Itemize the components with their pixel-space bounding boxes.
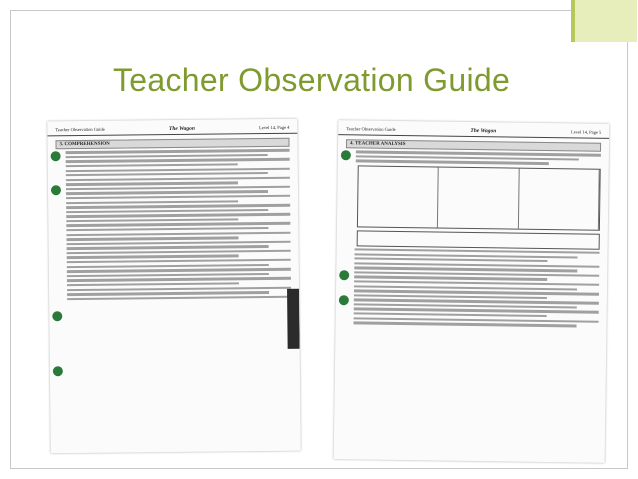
text-box — [357, 230, 600, 249]
text-line — [66, 154, 268, 159]
text-line — [66, 195, 290, 200]
step-number-icon — [53, 366, 63, 376]
text-line — [67, 255, 239, 259]
text-line — [67, 282, 239, 286]
text-line — [67, 245, 269, 250]
header-right: Level 14, Page 5 — [570, 129, 602, 135]
text-line — [66, 182, 238, 186]
page-side-tab — [287, 289, 300, 349]
text-line — [66, 209, 268, 214]
text-line — [67, 291, 269, 296]
decorative-stripe — [571, 0, 637, 42]
header-left: Teacher Observation Guide — [346, 126, 396, 132]
page-header — [47, 119, 297, 137]
section-heading: 3. COMPREHENSION — [55, 138, 289, 149]
text-line — [66, 158, 290, 163]
step-number-icon — [339, 270, 349, 280]
header-center: The Wagon — [470, 127, 497, 135]
slide-title: Teacher Observation Guide — [113, 62, 511, 98]
text-line — [67, 264, 269, 269]
text-line — [67, 250, 291, 255]
text-line — [67, 273, 269, 278]
text-line — [66, 172, 268, 177]
observation-guide-page-4 — [47, 119, 300, 454]
step-number-icon — [51, 185, 61, 195]
text-line — [66, 176, 290, 181]
step-number-icon — [339, 295, 349, 305]
text-line — [66, 190, 268, 195]
header-right: Level 14, Page 4 — [259, 124, 290, 131]
text-line — [66, 231, 290, 236]
text-line — [67, 277, 291, 282]
observation-guide-page-5 — [334, 120, 610, 463]
section-heading: 4. TEACHER ANALYSIS — [346, 139, 601, 152]
analysis-table — [357, 165, 601, 230]
text-line — [66, 218, 238, 222]
text-line — [67, 295, 291, 300]
page-header — [338, 120, 609, 139]
step-number-icon — [341, 150, 351, 160]
text-line — [66, 236, 238, 240]
text-line — [354, 322, 577, 328]
text-line — [66, 227, 268, 232]
header-center: The Wagon — [168, 125, 195, 133]
header-left: Teacher Observation Guide — [55, 126, 105, 133]
step-number-icon — [51, 151, 61, 161]
text-line — [66, 213, 290, 218]
text-line — [66, 163, 238, 167]
text-line — [356, 160, 549, 165]
text-line — [66, 200, 238, 204]
step-number-icon — [52, 311, 62, 321]
